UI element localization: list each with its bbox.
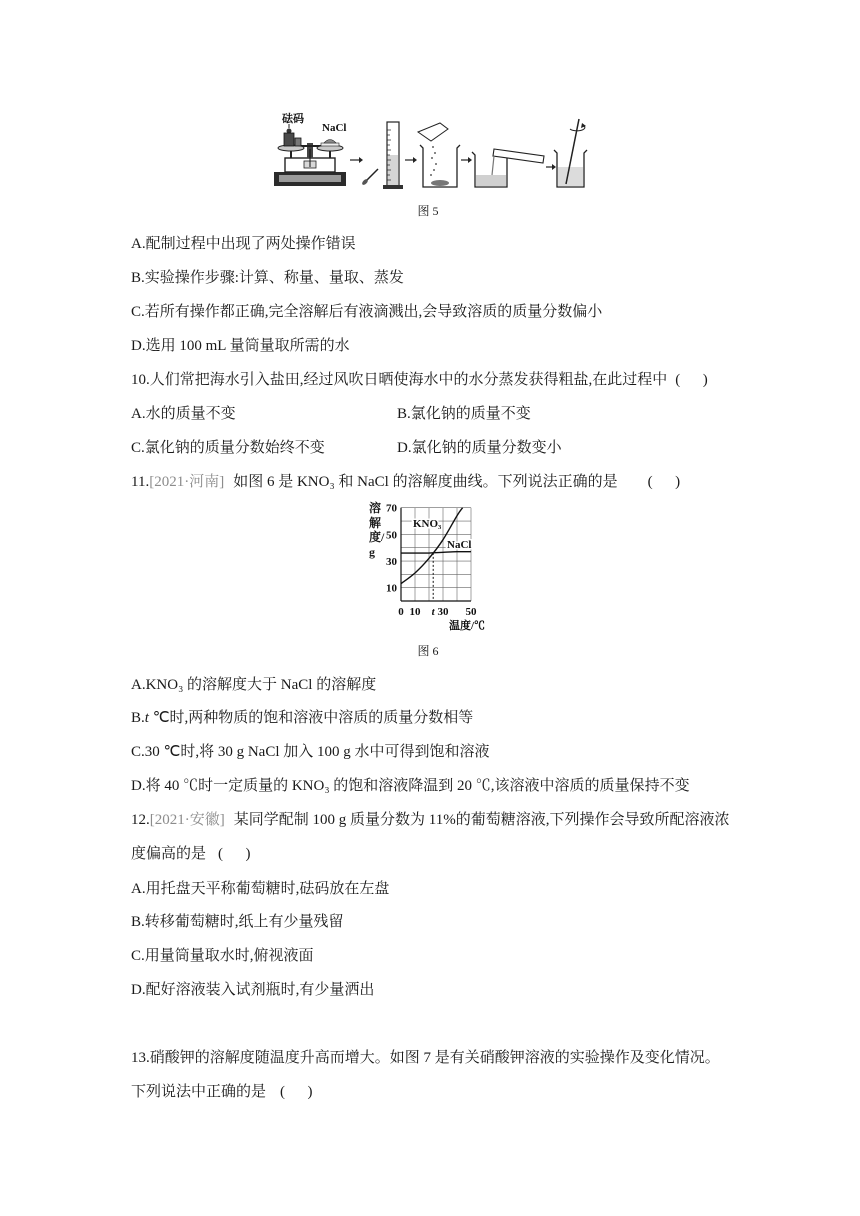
- option-text: ℃时,两种物质的饱和溶液中溶质的质量分数相等: [148, 710, 474, 726]
- balance: [274, 143, 346, 186]
- graduated-cylinder: [383, 122, 403, 189]
- question-number: 10.: [131, 372, 150, 388]
- question-text: 如图 6 是 KNO₃ 和 NaCl 的溶解度曲线。下列说法正确的是: [233, 474, 618, 490]
- weight-small: [295, 138, 301, 146]
- figure-5-caption: 图 5: [417, 204, 439, 218]
- y-tick-label: 10: [386, 582, 397, 595]
- beaker-adding-nacl: [418, 123, 460, 187]
- q11-option-a: A.KNO₃ 的溶解度大于 NaCl 的溶解度: [131, 677, 377, 693]
- pouring-cylinder: [493, 149, 544, 163]
- weight-large: [284, 133, 294, 146]
- water-stream: [492, 156, 494, 175]
- q10-option-d: D.氯化钠的质量分数变小: [397, 440, 562, 456]
- y-axis-title: 溶解度/g: [369, 501, 385, 559]
- q12-option-b: B.转移葡萄糖时,纸上有少量残留: [131, 914, 344, 930]
- folded-paper: [418, 123, 448, 141]
- question-source: [2021·安徽]: [149, 812, 225, 828]
- q10-option-a: A.水的质量不变: [131, 406, 236, 422]
- option-letter: B.: [131, 710, 145, 726]
- weights-label: 砝码: [282, 113, 304, 125]
- x-axis-title: 温度/℃: [449, 620, 486, 632]
- q10-stem: [131, 369, 708, 391]
- q11-stem: [131, 471, 680, 493]
- q10-option-b: B.氯化钠的质量不变: [397, 406, 531, 422]
- q11-option-d: D.将 40 ℃时一定质量的 KNO₃ 的饱和溶液降温到 20 ℃,该溶液中溶质的质量保持不变: [131, 778, 690, 794]
- nacl-sample: [321, 140, 339, 147]
- question-text: 人们常把海水引入盐田,经过风吹日晒使海水中的水分蒸发获得粗盐,在此过程中: [149, 372, 668, 388]
- figure-5-solution-preparation-illustration: [268, 105, 590, 193]
- q11-option-b: [131, 707, 473, 729]
- step-arrow-icon: [350, 157, 363, 163]
- q12-option-a: A.用托盘天平称葡萄糖时,砝码放在左盘: [131, 881, 390, 897]
- spatula-handle: [367, 169, 378, 180]
- q11-option-c: C.30 ℃时,将 30 g NaCl 加入 100 g 水中可得到饱和溶液: [131, 744, 490, 760]
- question-number: 11.: [131, 474, 150, 490]
- nacl-pile: [324, 140, 336, 144]
- beaker-adding-water: [472, 149, 544, 187]
- cylinder-base: [383, 185, 403, 189]
- q9-option-b: B.实验操作步骤:计算、称量、量取、蒸发: [131, 270, 404, 286]
- question-text: 下列说法中正确的是: [131, 1084, 267, 1100]
- q9-option-a: A.配制过程中出现了两处操作错误: [131, 236, 356, 252]
- question-text: 硝酸钾的溶解度随温度升高而增大。如图 7 是有关硝酸钾溶液的实验操作及变化情况。: [149, 1050, 720, 1066]
- q10-option-c: C.氯化钠的质量分数始终不变: [131, 440, 325, 456]
- nacl-heap: [431, 180, 449, 186]
- q12-stem-line-2: [131, 843, 251, 865]
- step-arrow-icon: [461, 157, 472, 163]
- solubility-curve-2: [401, 552, 471, 553]
- q12-stem-line-1: [131, 809, 729, 831]
- answer-blank: ( ): [218, 846, 251, 862]
- question-text: 度偏高的是: [131, 846, 207, 862]
- question-number: 12.: [131, 812, 150, 828]
- q12-option-d: D.配好溶液装入试剂瓶时,有少量洒出: [131, 982, 375, 998]
- weights: [284, 129, 301, 147]
- x-tick-label: 0: [398, 606, 404, 618]
- q9-option-d: D.选用 100 mL 量筒量取所需的水: [131, 338, 350, 354]
- beaker-solution: [558, 167, 583, 186]
- step-arrow-icon: [546, 164, 556, 170]
- answer-blank: ( ): [675, 372, 708, 388]
- weighing-paper: [321, 143, 339, 146]
- series-label-nacl: NaCl: [447, 539, 472, 551]
- answer-blank: ( ): [280, 1084, 313, 1100]
- x-tick-label: 30: [437, 606, 449, 618]
- question-number: 13.: [131, 1050, 150, 1066]
- question-text: 某同学配制 100 g 质量分数为 11%的葡萄糖溶液,下列操作会导致所配溶液浓: [233, 812, 730, 828]
- temperature-variable: t: [144, 710, 149, 726]
- q13-stem-line-1: [131, 1047, 720, 1069]
- q13-stem-line-2: [131, 1081, 313, 1103]
- beaker-stirring: [554, 119, 587, 187]
- x-tick-label: t: [431, 606, 435, 618]
- falling-nacl-particles: [430, 146, 437, 176]
- nacl-label: NaCl: [322, 122, 347, 134]
- y-tick-label: 50: [386, 529, 397, 542]
- balance-base-front: [279, 175, 341, 182]
- spatula: [361, 169, 378, 186]
- y-tick-label: 70: [386, 502, 397, 515]
- q9-option-c: C.若所有操作都正确,完全溶解后有液滴溅出,会导致溶质的质量分数偏小: [131, 304, 603, 320]
- figure-6-caption: 图 6: [417, 644, 439, 658]
- q12-option-c: C.用量筒量取水时,俯视液面: [131, 948, 314, 964]
- series-label-kno3: KNO₃: [413, 518, 442, 530]
- step-arrow-icon: [405, 157, 417, 163]
- question-source: [2021·河南]: [149, 474, 225, 490]
- y-tick-label: 30: [386, 556, 397, 569]
- beaker-water: [476, 175, 506, 186]
- x-tick-label: 50: [465, 606, 477, 618]
- x-tick-label: 10: [409, 606, 421, 618]
- answer-blank: ( ): [647, 474, 681, 490]
